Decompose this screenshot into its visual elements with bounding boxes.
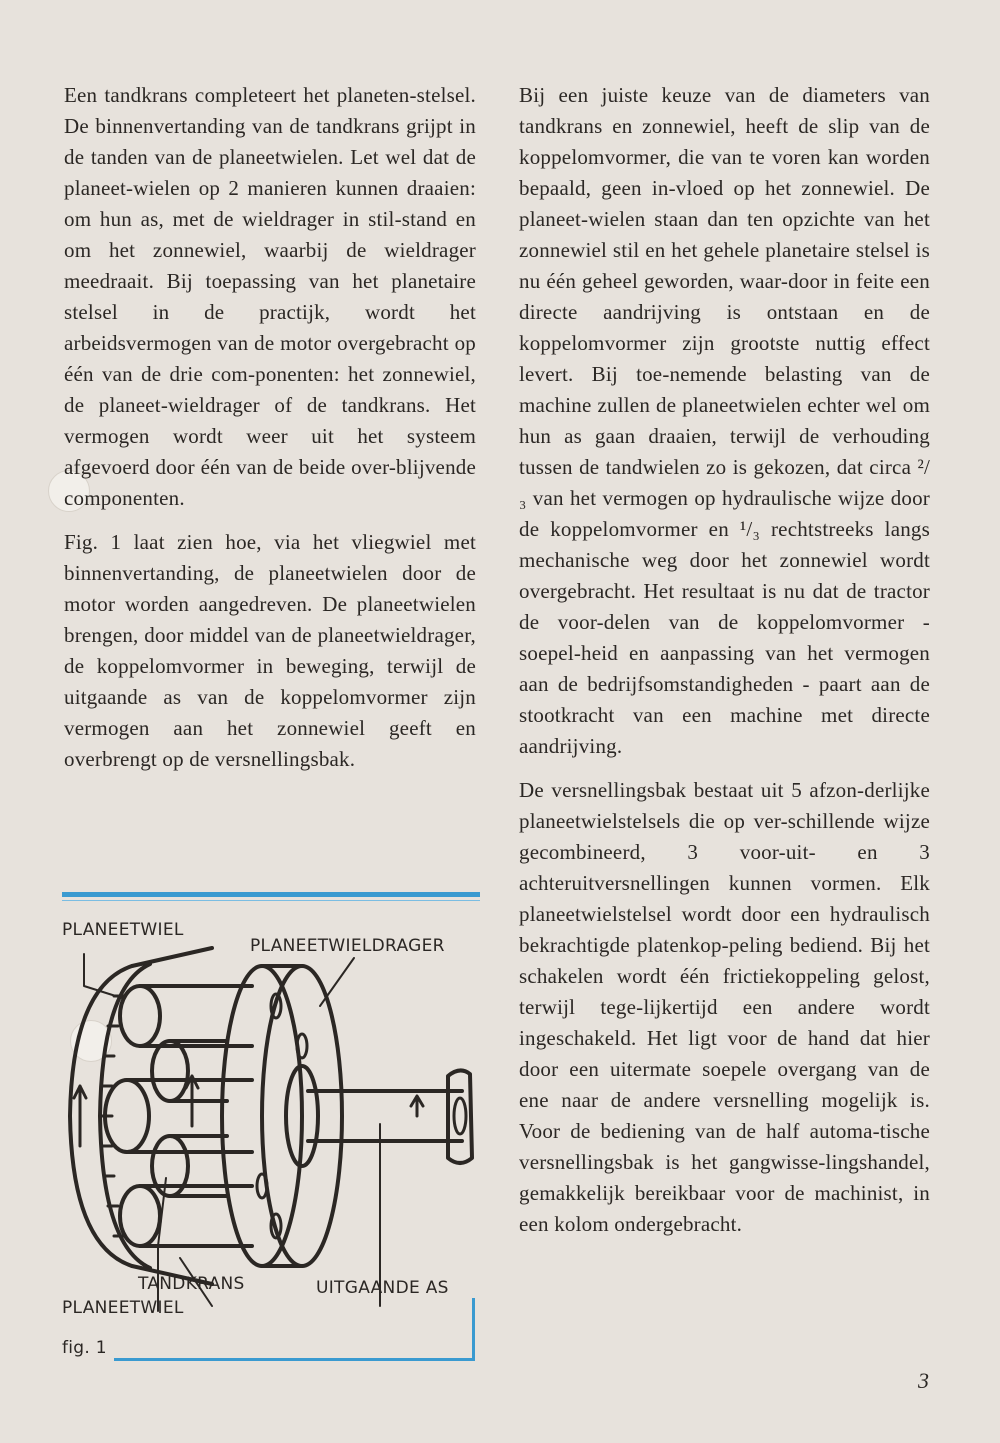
left-column xyxy=(64,80,476,775)
left-paragraph-1: Een tandkrans completeert het planeten-stelsel. De binnenvertanding van de tandkrans grijpt in de tanden van de planeetwielen. Let wel dat de planeet-wielen op 2 manieren kunnen draaien: om hun as, met de wieldrager in stil-stand en om het zonnewiel, waarbij de wieldrager meedraait. Bij toepassing van het planetaire stelsel in de practijk, wordt het arbeidsvermogen van de motor overgebracht op één van de drie com-ponenten: het zonnewiel, de planeet-wieldrager of de tandkrans. Het vermogen wordt weer uit het systeem afgevoerd door één van de beide over-blijvende componenten. xyxy=(64,83,476,510)
page-number: 3 xyxy=(918,1368,929,1393)
figure-caption: fig. 1 xyxy=(62,1338,107,1358)
right-paragraph-1: Bij een juiste keuze van de diameters van tandkrans en zonnewiel, heeft de slip van de koppelomvormer, die van te voren kan worden bepaald, geen in-vloed op het zonnewiel. De planeet-wielen staan dan ten opzichte van het zonnewiel stil en het gehele planetaire stelsel is nu één geheel geworden, waar-door in feite een directe aandrijving is ontstaan en de koppelomvormer zijn grootste nuttig effect levert. Bij toe-nemende belasting van de machine zullen de planeetwielen echter wel om hun as gaan draaien, terwijl de verhouding tussen de tandwielen zo is gekozen, dat circa ²/₃ van het vermogen op hydraulische wijze door de koppelomvormer en ¹/₃ rechtstreeks langs mechanische weg door het zonnewiel wordt overgebracht. Het resultaat is nu dat de tractor de voor-delen van de koppelomvormer - soepel-heid en aanpassing van het vermogen aan de bedrijfsomstandigheden - paart aan de stootkracht van een machine met directe aandrijving. xyxy=(519,83,930,758)
figure-1 xyxy=(62,886,482,1366)
label-tandkrans: TANDKRANS xyxy=(138,1274,245,1294)
label-planeetwiel-bottom: PLANEETWIEL xyxy=(62,1298,184,1318)
label-planeetwieldrager: PLANEETWIELDRAGER xyxy=(250,936,445,956)
figure-bottom-vertical-rule xyxy=(472,1298,475,1361)
label-planeetwiel-top: PLANEETWIEL xyxy=(62,920,184,940)
right-paragraph-2: De versnellingsbak bestaat uit 5 afzon-derlijke planeetwielstelsels die op ver-schillende wijze gecombineerd, 3 voor-uit- en 3 achteruitversnellingen kunnen vormen. Elk planeetwielstelsel wordt door een hydraulisch bekrachtigde platenkop-peling bediend. Bij het schakelen wordt één frictiekoppeling gelost, terwijl tege-lijkertijd een andere wordt ingeschakeld. Het ligt voor de hand dat hier door een uitermate soepele overgang van de ene naar de andere versnelling mogelijk is. Voor de bediening van de half automa-tische versnellingsbak is het gangwisse-lingshandel, gemakkelijk bereikbaar voor de machinist, in een kolom ondergebracht. xyxy=(519,778,930,1236)
label-uitgaande-as: UITGAANDE AS xyxy=(316,1278,449,1298)
left-paragraph-2: Fig. 1 laat zien hoe, via het vliegwiel met binnenvertanding, de planeetwielen door de motor worden aangedreven. De planeetwielen brengen, door middel van de planeetwieldrager, de koppelomvormer in beweging, terwijl de uitgaande as van de koppelomvormer zijn vermogen aan het zonnewiel geeft en overbrengt op de versnellingsbak. xyxy=(64,530,476,771)
right-column xyxy=(519,80,930,1240)
figure-bottom-rule xyxy=(114,1358,474,1361)
